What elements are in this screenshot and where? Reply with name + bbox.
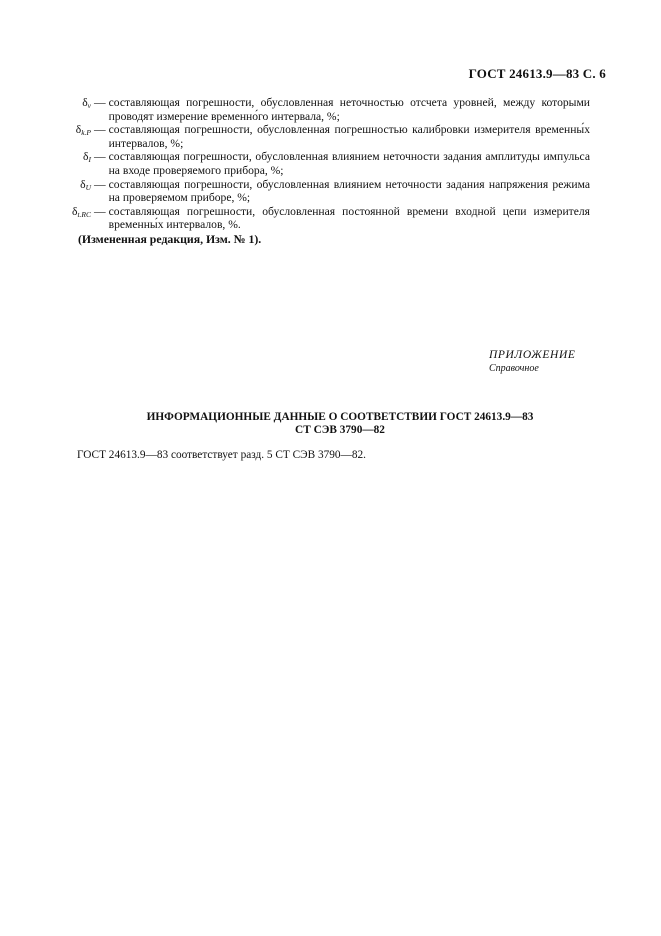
info-body-text: ГОСТ 24613.9—83 соответствует разд. 5 СТ СЭВ 3790—82. — [77, 449, 366, 461]
definition-text: составляющая погрешности, обусловленная влиянием неточности задания напряжения режима на проверяемом приборе, %; — [108, 177, 590, 205]
definition-symbol: $\delta_{t.RC}$ — [71, 204, 91, 219]
definition-text: составляющая погрешности, обусловленная постоянной времени входной цепи измерителя временны́х интервалов, %. — [108, 204, 590, 232]
definition-item — [50, 178, 590, 205]
definition-text: составляющая погрешности, обусловленная влиянием неточности задания амплитуды импульса на входе проверяемого прибора, %; — [108, 150, 590, 177]
page-header: ГОСТ 24613.9—83 С. 6 — [468, 66, 606, 81]
definition-dash: — — [94, 123, 106, 137]
appendix-title: ПРИЛОЖЕНИЕ — [489, 349, 576, 361]
symbol-subscript: t.RC — [77, 209, 91, 219]
definition-text: составляющая погрешности, обусловленная неточностью отсчета уровней, между которыми проводят измерение временно́го интервала, %; — [108, 96, 590, 123]
appendix-label — [489, 349, 575, 375]
definition-item — [50, 150, 590, 177]
symbol-subscript: U — [85, 182, 91, 192]
definition-symbol: $\delta_{k.P}$ — [75, 123, 91, 138]
definition-dash: — — [94, 96, 106, 109]
definition-item — [50, 123, 590, 150]
definition-dash: — — [94, 177, 106, 191]
definition-symbol: $\delta_U$ — [80, 177, 91, 192]
symbol-subscript: v — [87, 101, 91, 110]
symbol-subscript: I — [88, 155, 91, 165]
definition-item — [50, 96, 590, 123]
definitions-list — [50, 96, 590, 232]
info-heading — [60, 411, 620, 437]
definition-text: составляющая погрешности, обусловленная погрешностью калибровки измерителя временны́х интервалов, %; — [108, 123, 590, 150]
definition-symbol: $\delta_I$ — [83, 150, 91, 165]
appendix-subtitle: Справочное — [489, 363, 539, 374]
definition-item — [50, 205, 590, 232]
change-note: (Измененная редакция, Изм. № 1). — [78, 232, 262, 246]
definition-dash: — — [94, 150, 106, 164]
definition-dash: — — [94, 204, 106, 218]
info-heading-line: СТ СЭВ 3790—82 — [295, 424, 385, 436]
symbol-subscript: k.P — [81, 128, 91, 138]
definition-symbol: $\delta_v$ — [82, 96, 91, 110]
info-heading-line: ИНФОРМАЦИОННЫЕ ДАННЫЕ О СООТВЕТСТВИИ ГОСТ 24613.9—83 — [146, 411, 534, 423]
